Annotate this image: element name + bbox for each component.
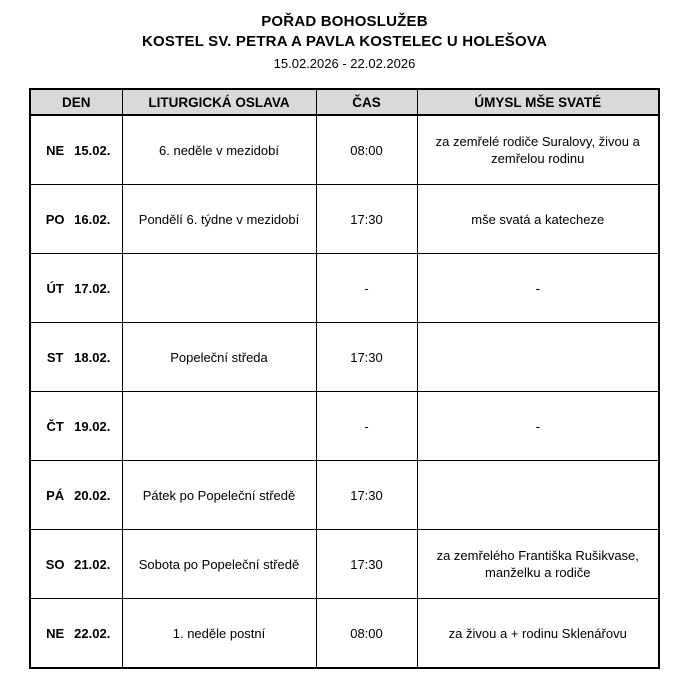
cell-time: - [316, 254, 417, 323]
day-date: 22.02. [74, 625, 111, 641]
cell-intention: za živou a + rodinu Sklenářovu [417, 599, 659, 669]
day-name: ST [46, 349, 64, 365]
table-header [30, 89, 659, 115]
cell-time: 08:00 [316, 115, 417, 185]
document-header [0, 0, 689, 74]
cell-celebration: Pondělí 6. týdne v mezidobí [122, 185, 316, 254]
cell-time: 17:30 [316, 185, 417, 254]
page-title: POŘAD BOHOSLUŽEB [261, 13, 428, 30]
cell-intention: - [417, 254, 659, 323]
column-header-day: DEN [30, 89, 122, 115]
cell-intention: mše svatá a katecheze [417, 185, 659, 254]
day-date: 16.02. [74, 211, 111, 227]
column-header-intention: ÚMYSL MŠE SVATÉ [417, 89, 659, 115]
day-name: PÁ [46, 487, 65, 503]
cell-celebration: 6. neděle v mezidobí [122, 115, 316, 185]
page-subtitle-church: KOSTEL SV. PETRA A PAVLA KOSTELEC U HOLEŠOVA [142, 33, 547, 50]
day-date: 20.02. [74, 487, 111, 503]
cell-intention [417, 323, 659, 392]
column-header-time: ČAS [316, 89, 417, 115]
table-row [30, 115, 659, 185]
cell-celebration: 1. neděle postní [122, 599, 316, 669]
day-name: ČT [46, 418, 64, 434]
cell-time: 17:30 [316, 530, 417, 599]
day-date: 18.02. [74, 349, 111, 365]
table-row [30, 461, 659, 530]
cell-time: 17:30 [316, 461, 417, 530]
day-name: NE [46, 625, 65, 641]
cell-day [30, 254, 122, 323]
date-range: 15.02.2026 - 22.02.2026 [273, 56, 416, 71]
cell-time: - [316, 392, 417, 461]
day-date: 19.02. [74, 418, 111, 434]
cell-time: 17:30 [316, 323, 417, 392]
column-header-celebration: LITURGICKÁ OSLAVA [122, 89, 316, 115]
cell-celebration: Pátek po Popeleční středě [122, 461, 316, 530]
table-body [30, 115, 659, 668]
day-name: NE [46, 142, 65, 158]
day-name: PO [45, 211, 65, 227]
table-row [30, 392, 659, 461]
cell-day [30, 461, 122, 530]
cell-intention: - [417, 392, 659, 461]
cell-celebration: Popeleční středa [122, 323, 316, 392]
table-row [30, 323, 659, 392]
cell-celebration [122, 254, 316, 323]
day-date: 15.02. [74, 142, 111, 158]
cell-day [30, 599, 122, 669]
table-row [30, 254, 659, 323]
cell-time: 08:00 [316, 599, 417, 669]
cell-day [30, 530, 122, 599]
schedule-table-wrapper [29, 88, 660, 669]
cell-intention [417, 461, 659, 530]
day-date: 21.02. [74, 556, 111, 572]
day-date: 17.02. [74, 280, 111, 296]
schedule-table [29, 88, 660, 669]
cell-day [30, 115, 122, 185]
cell-day [30, 323, 122, 392]
day-name: ÚT [46, 280, 64, 296]
day-name: SO [45, 556, 65, 572]
table-row [30, 530, 659, 599]
cell-day [30, 185, 122, 254]
table-row [30, 185, 659, 254]
cell-celebration: Sobota po Popeleční středě [122, 530, 316, 599]
cell-celebration [122, 392, 316, 461]
cell-intention: za zemřelého Františka Rušikvase, manželku a rodiče [417, 530, 659, 599]
cell-day [30, 392, 122, 461]
cell-intention: za zemřelé rodiče Suralovy, živou a zemřelou rodinu [417, 115, 659, 185]
table-row [30, 599, 659, 669]
table-header-row [30, 89, 659, 115]
